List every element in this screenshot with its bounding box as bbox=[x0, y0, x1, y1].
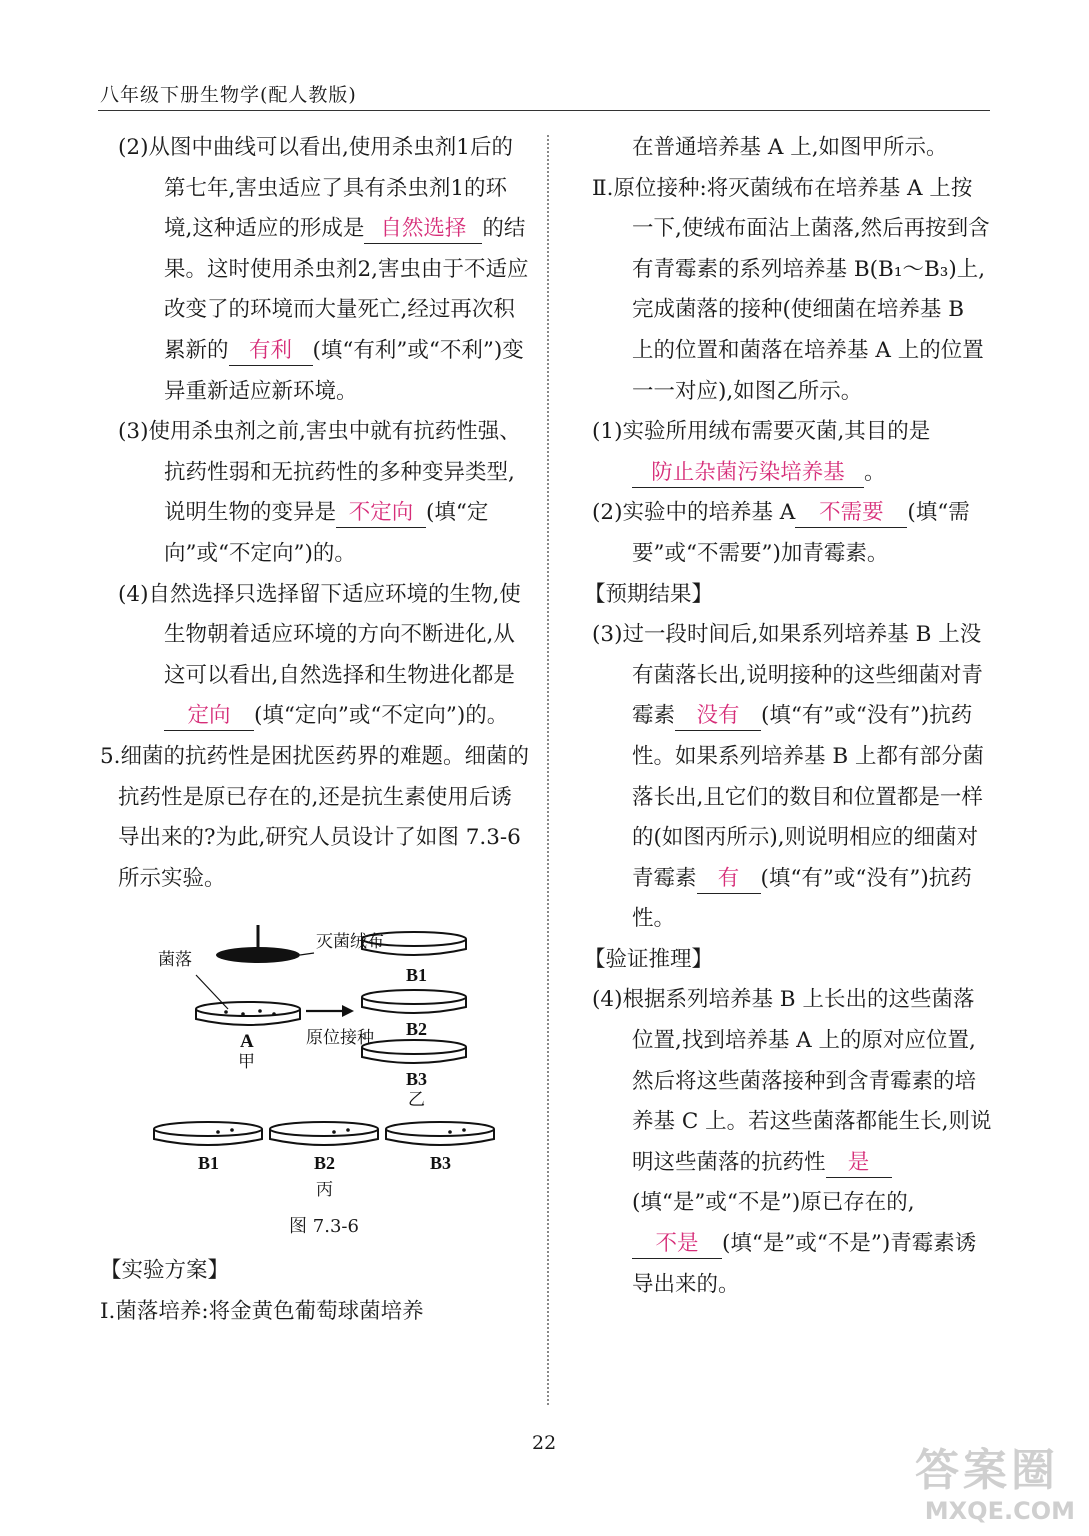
question-text: (填“定向”或“不定向”)的。 bbox=[254, 703, 509, 729]
label-plate-a: A bbox=[240, 1031, 254, 1053]
watermark-logo bbox=[915, 1445, 1085, 1535]
left-column bbox=[100, 128, 530, 1332]
question-r2 bbox=[584, 493, 992, 574]
section-verify-title: 【验证推理】 bbox=[584, 946, 714, 972]
answer-blank: 不定向 bbox=[336, 497, 426, 528]
label-bing: 丙 bbox=[316, 1180, 333, 1201]
plate-b3-bottom bbox=[386, 1122, 494, 1145]
question-text: 细菌的抗药性是困扰医药界的难题。细菌的抗药性是原已存在的,还是抗生素使用后诱导出来的?为此,研究人员设计了如图 7.3-6 所示实验。 bbox=[118, 743, 530, 891]
plate-b1-bottom bbox=[154, 1122, 262, 1145]
plate-b2-bottom bbox=[270, 1122, 378, 1145]
plate-b2-top bbox=[362, 990, 466, 1013]
step-number: Ⅰ. bbox=[100, 1298, 116, 1324]
figure-caption: 图 7.3-6 bbox=[289, 1216, 359, 1238]
experiment-figure bbox=[118, 917, 530, 1207]
step-text: 原位接种:将灭菌绒布在培养基 A 上按一下,使绒布面沾上菌落,然后再按到含有青霉素的系列培养基 B(B₁～B₃)上,完成菌落的接种(使细菌在培养基 B 上的位置和菌落在培养基 A 上的位置一一对应),如图乙所示。 bbox=[613, 175, 990, 404]
question-text: 的结果。这时使用杀虫剂2,害虫由于不适应改变了的环境而大量死亡,经过再次积累新的 bbox=[164, 216, 529, 363]
section-expected-title: 【预期结果】 bbox=[584, 581, 714, 607]
question-text: 。 bbox=[864, 459, 886, 485]
question-4 bbox=[118, 575, 530, 737]
question-5 bbox=[100, 737, 530, 899]
label-velvet-text: 灭菌绒布 bbox=[316, 932, 384, 953]
watermark-title: 答案圈 bbox=[915, 1445, 1059, 1496]
arrow-head bbox=[342, 1005, 354, 1017]
step-1 bbox=[100, 1292, 530, 1333]
step-2 bbox=[574, 169, 992, 413]
velvet-stamp bbox=[216, 947, 300, 963]
question-text: 实验中的培养基 A bbox=[622, 500, 796, 526]
question-number: 5. bbox=[100, 743, 121, 769]
label-colonies: 菌落 bbox=[158, 950, 192, 971]
label-b3-top: B3 bbox=[406, 1069, 428, 1090]
question-text: 过一段时间后,如果系列培养基 B 上没有菌落长出,说明接种的这些细菌对青霉素 bbox=[622, 622, 983, 729]
question-r4 bbox=[584, 980, 992, 1305]
step-text: 菌落培养:将金黄色葡萄球菌培养 bbox=[115, 1298, 424, 1324]
question-number: (4) bbox=[592, 987, 623, 1013]
label-replica: 原位接种 bbox=[306, 1028, 374, 1049]
right-column bbox=[584, 128, 992, 1305]
label-b2-bottom: B2 bbox=[314, 1153, 336, 1174]
question-text: 根据系列培养基 B 上长出的这些菌落位置,找到培养基 A 上的原对应位置,然后将这些菌落接种到含青霉素的培养基 C 上。若这些菌落都能生长,则说明这些菌落的抗药性 bbox=[622, 987, 992, 1175]
answer-blank: 是 bbox=[826, 1147, 892, 1178]
question-3 bbox=[118, 412, 530, 574]
question-text: (填“是”或“不是”)青霉素诱导出来的。 bbox=[632, 1231, 977, 1297]
question-r1 bbox=[584, 412, 992, 493]
question-number: (1) bbox=[592, 419, 623, 445]
header-rule bbox=[98, 110, 990, 111]
question-2 bbox=[118, 128, 530, 412]
answer-blank: 自然选择 bbox=[364, 213, 482, 244]
label-yi: 乙 bbox=[408, 1090, 425, 1111]
question-text: (填“需要”或“不需要”)加青霉素。 bbox=[632, 500, 970, 566]
answer-blank: 不是 bbox=[632, 1228, 722, 1259]
answer-blank: 不需要 bbox=[795, 497, 907, 528]
page-number: 22 bbox=[532, 1432, 557, 1454]
label-b1-bottom: B1 bbox=[198, 1153, 220, 1174]
question-r3 bbox=[584, 615, 992, 940]
question-text: (填“是”或“不是”)原已存在的, bbox=[632, 1190, 915, 1216]
question-text: 自然选择只选择留下适应环境的生物,使生物朝着适应环境的方向不断进化,从这可以看出,自然选择和生物进化都是 bbox=[148, 581, 521, 688]
book-header: 八年级下册生物学(配人教版) bbox=[100, 84, 357, 106]
plate-b3-top bbox=[362, 1040, 466, 1063]
label-velvet bbox=[316, 932, 384, 952]
question-number: (2) bbox=[592, 500, 623, 526]
step-number: Ⅱ. bbox=[592, 175, 614, 201]
answer-blank: 有利 bbox=[229, 335, 313, 366]
answer-blank: 防止杂菌污染培养基 bbox=[632, 457, 864, 488]
question-text: 实验所用绒布需要灭菌,其目的是 bbox=[622, 419, 931, 445]
answer-blank: 没有 bbox=[675, 700, 761, 731]
question-number: (3) bbox=[118, 419, 149, 445]
question-text: (填“有”或“没有”)抗药性。如果系列培养基 B 上都有部分菌落长出,且它们的数目和位置都是一样的(如图丙所示),则说明相应的细菌对青霉素 bbox=[632, 703, 984, 891]
answer-blank: 定向 bbox=[164, 700, 254, 731]
question-text: 从图中曲线可以看出,使用杀虫剂1后的第七年,害虫适应了具有杀虫剂1的环境,这种适应的形成是 bbox=[148, 135, 513, 242]
question-text: (填“有”或“没有”)抗药性。 bbox=[632, 865, 972, 932]
label-b3-bottom: B3 bbox=[430, 1153, 452, 1174]
answer-blank: 有 bbox=[697, 863, 761, 894]
plate-a bbox=[196, 1002, 300, 1025]
step-1-continued: 在普通培养基 A 上,如图甲所示。 bbox=[632, 135, 948, 160]
label-b1-top: B1 bbox=[406, 965, 428, 986]
label-b2-top: B2 bbox=[406, 1019, 428, 1040]
figure-drawing bbox=[118, 917, 530, 1207]
question-text: (填“有利”或“不利”)变异重新适应新环境。 bbox=[164, 337, 524, 404]
question-number: (2) bbox=[118, 135, 149, 160]
question-text: (填“定向”或“不定向”)的。 bbox=[164, 500, 489, 566]
question-text: 使用杀虫剂之前,害虫中就有抗药性强、抗药性弱和无抗药性的多种变异类型,说明生物的变异是 bbox=[148, 419, 521, 526]
watermark-url: MXQE.COM bbox=[924, 1497, 1075, 1525]
label-jia: 甲 bbox=[238, 1052, 255, 1073]
column-divider bbox=[547, 135, 549, 1405]
velvet-pointer bbox=[300, 953, 314, 955]
section-plan-title: 【实验方案】 bbox=[100, 1258, 230, 1284]
question-number: (4) bbox=[118, 581, 149, 607]
question-number: (3) bbox=[592, 622, 623, 648]
